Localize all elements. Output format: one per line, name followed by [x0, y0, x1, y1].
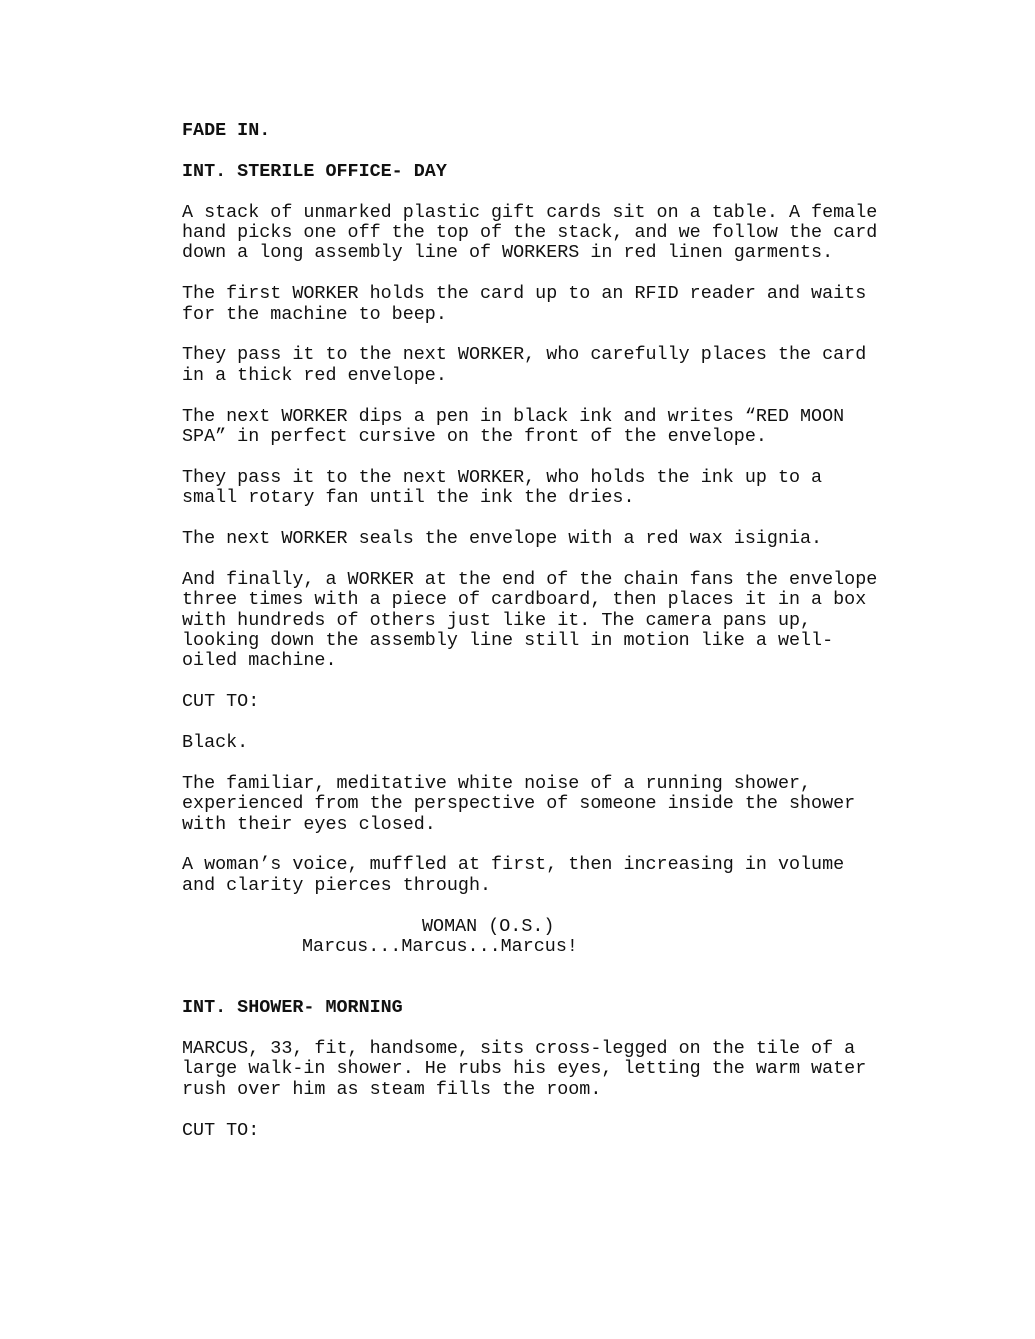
action-marcus-shower: MARCUS, 33, fit, handsome, sits cross-legged on the tile of a large walk-in shower. He rubs his eyes, letting the warm water rush over him as steam fills the room. [182, 1038, 867, 1100]
action-assembly-line: And finally, a WORKER at the end of the chain fans the envelope three times with a piece of cardboard, then places it in a box with hundreds of others just like it. The camera pans up, looking down the assembly line still in motion like a well- oiled machine. [182, 568, 878, 672]
action-red-envelope: They pass it to the next WORKER, who carefully places the card in a thick red envelope. [182, 344, 867, 386]
action-rotary-fan: They pass it to the next WORKER, who holds the ink up to a small rotary fan until the ink the dries. [182, 466, 823, 509]
action-black: Black. [182, 732, 249, 754]
transition-cut-to-1: CUT TO: [182, 691, 260, 713]
scene-heading-shower: INT. SHOWER- MORNING [182, 997, 403, 1019]
action-rfid-reader: The first WORKER holds the card up to an RFID reader and waits for the machine to beep. [182, 283, 867, 325]
transition-fade-in: FADE IN. [182, 120, 271, 141]
action-shower-noise: The familiar, meditative white noise of a running shower, experienced from the perspective of someone inside the shower with their eyes closed. [182, 772, 856, 835]
character-cue-woman: WOMAN (O.S.) [422, 915, 555, 937]
action-womans-voice: A woman’s voice, muffled at first, then increasing in volume and clarity pierces through. [182, 854, 845, 896]
dialogue-woman: Marcus...Marcus...Marcus! [302, 936, 578, 958]
scene-heading-sterile-office: INT. STERILE OFFICE- DAY [182, 160, 447, 182]
action-cursive-writing: The next WORKER dips a pen in black ink and writes “RED MOON SPA” in perfect cursive on the front of the envelope. [182, 405, 845, 448]
transition-cut-to-2: CUT TO: [182, 1119, 260, 1141]
action-wax-seal: The next WORKER seals the envelope with a red wax isignia. [182, 528, 823, 550]
screenplay-body [182, 121, 972, 1161]
action-gift-cards: A stack of unmarked plastic gift cards sit on a table. A female hand picks one off the top of the stack, and we follow the card down a long assembly line of WORKERS in red linen garments. [182, 201, 878, 264]
